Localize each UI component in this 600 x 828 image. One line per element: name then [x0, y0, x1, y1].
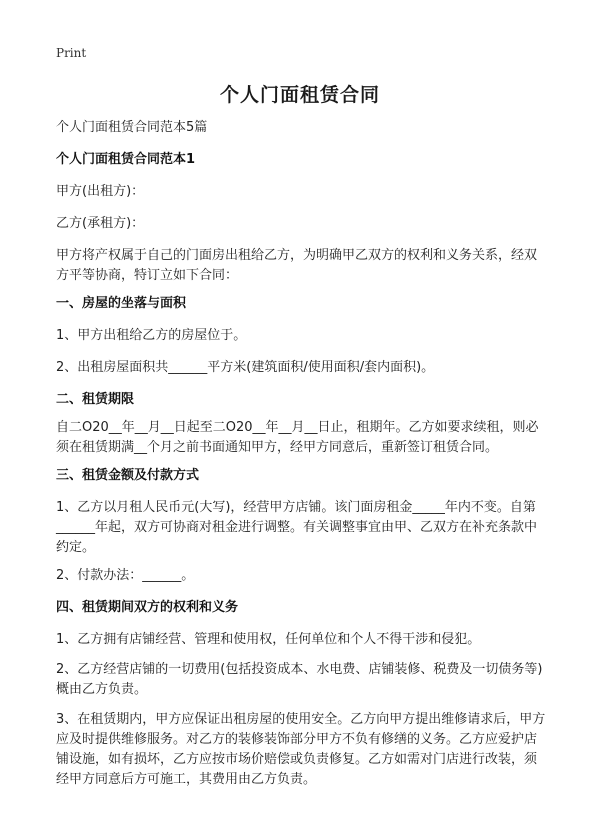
section-1-heading: 一、房屋的坐落与面积 — [56, 296, 187, 311]
document-title: 个人门面租赁合同 — [219, 84, 380, 106]
section-2-heading: 二、租赁期限 — [56, 392, 135, 407]
section-4-item-1: 1、乙方拥有店铺经营、管理和使用权，任何单位和个人不得干涉和侵犯。 — [56, 632, 481, 647]
section-3-item-2: 2、付款办法：______。 — [56, 568, 195, 583]
party-a-line: 甲方(出租方)： — [56, 184, 145, 199]
print-label: Print — [56, 46, 87, 60]
sample-heading: 个人门面租赁合同范本1 — [56, 152, 196, 167]
section-4-item-3: 3、在租赁期内，甲方应保证出租房屋的使用安全。乙方向甲方提出维修请求后，甲方应及时提供维修服务。对乙方的装修装饰部分甲方不负有修缮的义务。乙方应爱护店铺设施，如有损坏，乙方应按市场价赔偿或负责修复。乙方如需对门店进行改装，须经甲方同意后方可施工，其费用由乙方负责。 — [56, 712, 546, 787]
section-1-item-1: 1、甲方出租给乙方的房屋位于。 — [56, 328, 247, 343]
document-subtitle: 个人门面租赁合同范本5篇 — [56, 120, 208, 135]
section-4-heading: 四、租赁期间双方的权利和义务 — [56, 600, 239, 615]
section-3-item-1: 1、乙方以月租人民币元(大写)，经营甲方店铺。该门面房租金_____年内不变。自第______年起，双方可协商对租金进行调整。有关调整事宜由甲、乙双方在补充条款中约定。 — [56, 500, 538, 555]
section-4-item-2: 2、乙方经营店铺的一切费用(包括投资成本、水电费、店铺装修、税费及一切债务等)概由乙方负责。 — [56, 662, 543, 697]
intro-paragraph: 甲方将产权属于自己的门面房出租给乙方，为明确甲乙双方的权利和义务关系，经双方平等协商，特订立如下合同： — [56, 248, 538, 283]
section-3-heading: 三、租赁金额及付款方式 — [56, 468, 200, 483]
party-b-line: 乙方(承租方)： — [56, 216, 145, 231]
section-2-text: 自二O20__年__月__日起至二O20__年__月__日止，租期年。乙方如要求续租，则必须在租赁期满__个月之前书面通知甲方，经甲方同意后，重新签订租赁合同。 — [56, 420, 539, 455]
section-1-item-2: 2、出租房屋面积共______平方米(建筑面积/使用面积/套内面积)。 — [56, 360, 435, 375]
